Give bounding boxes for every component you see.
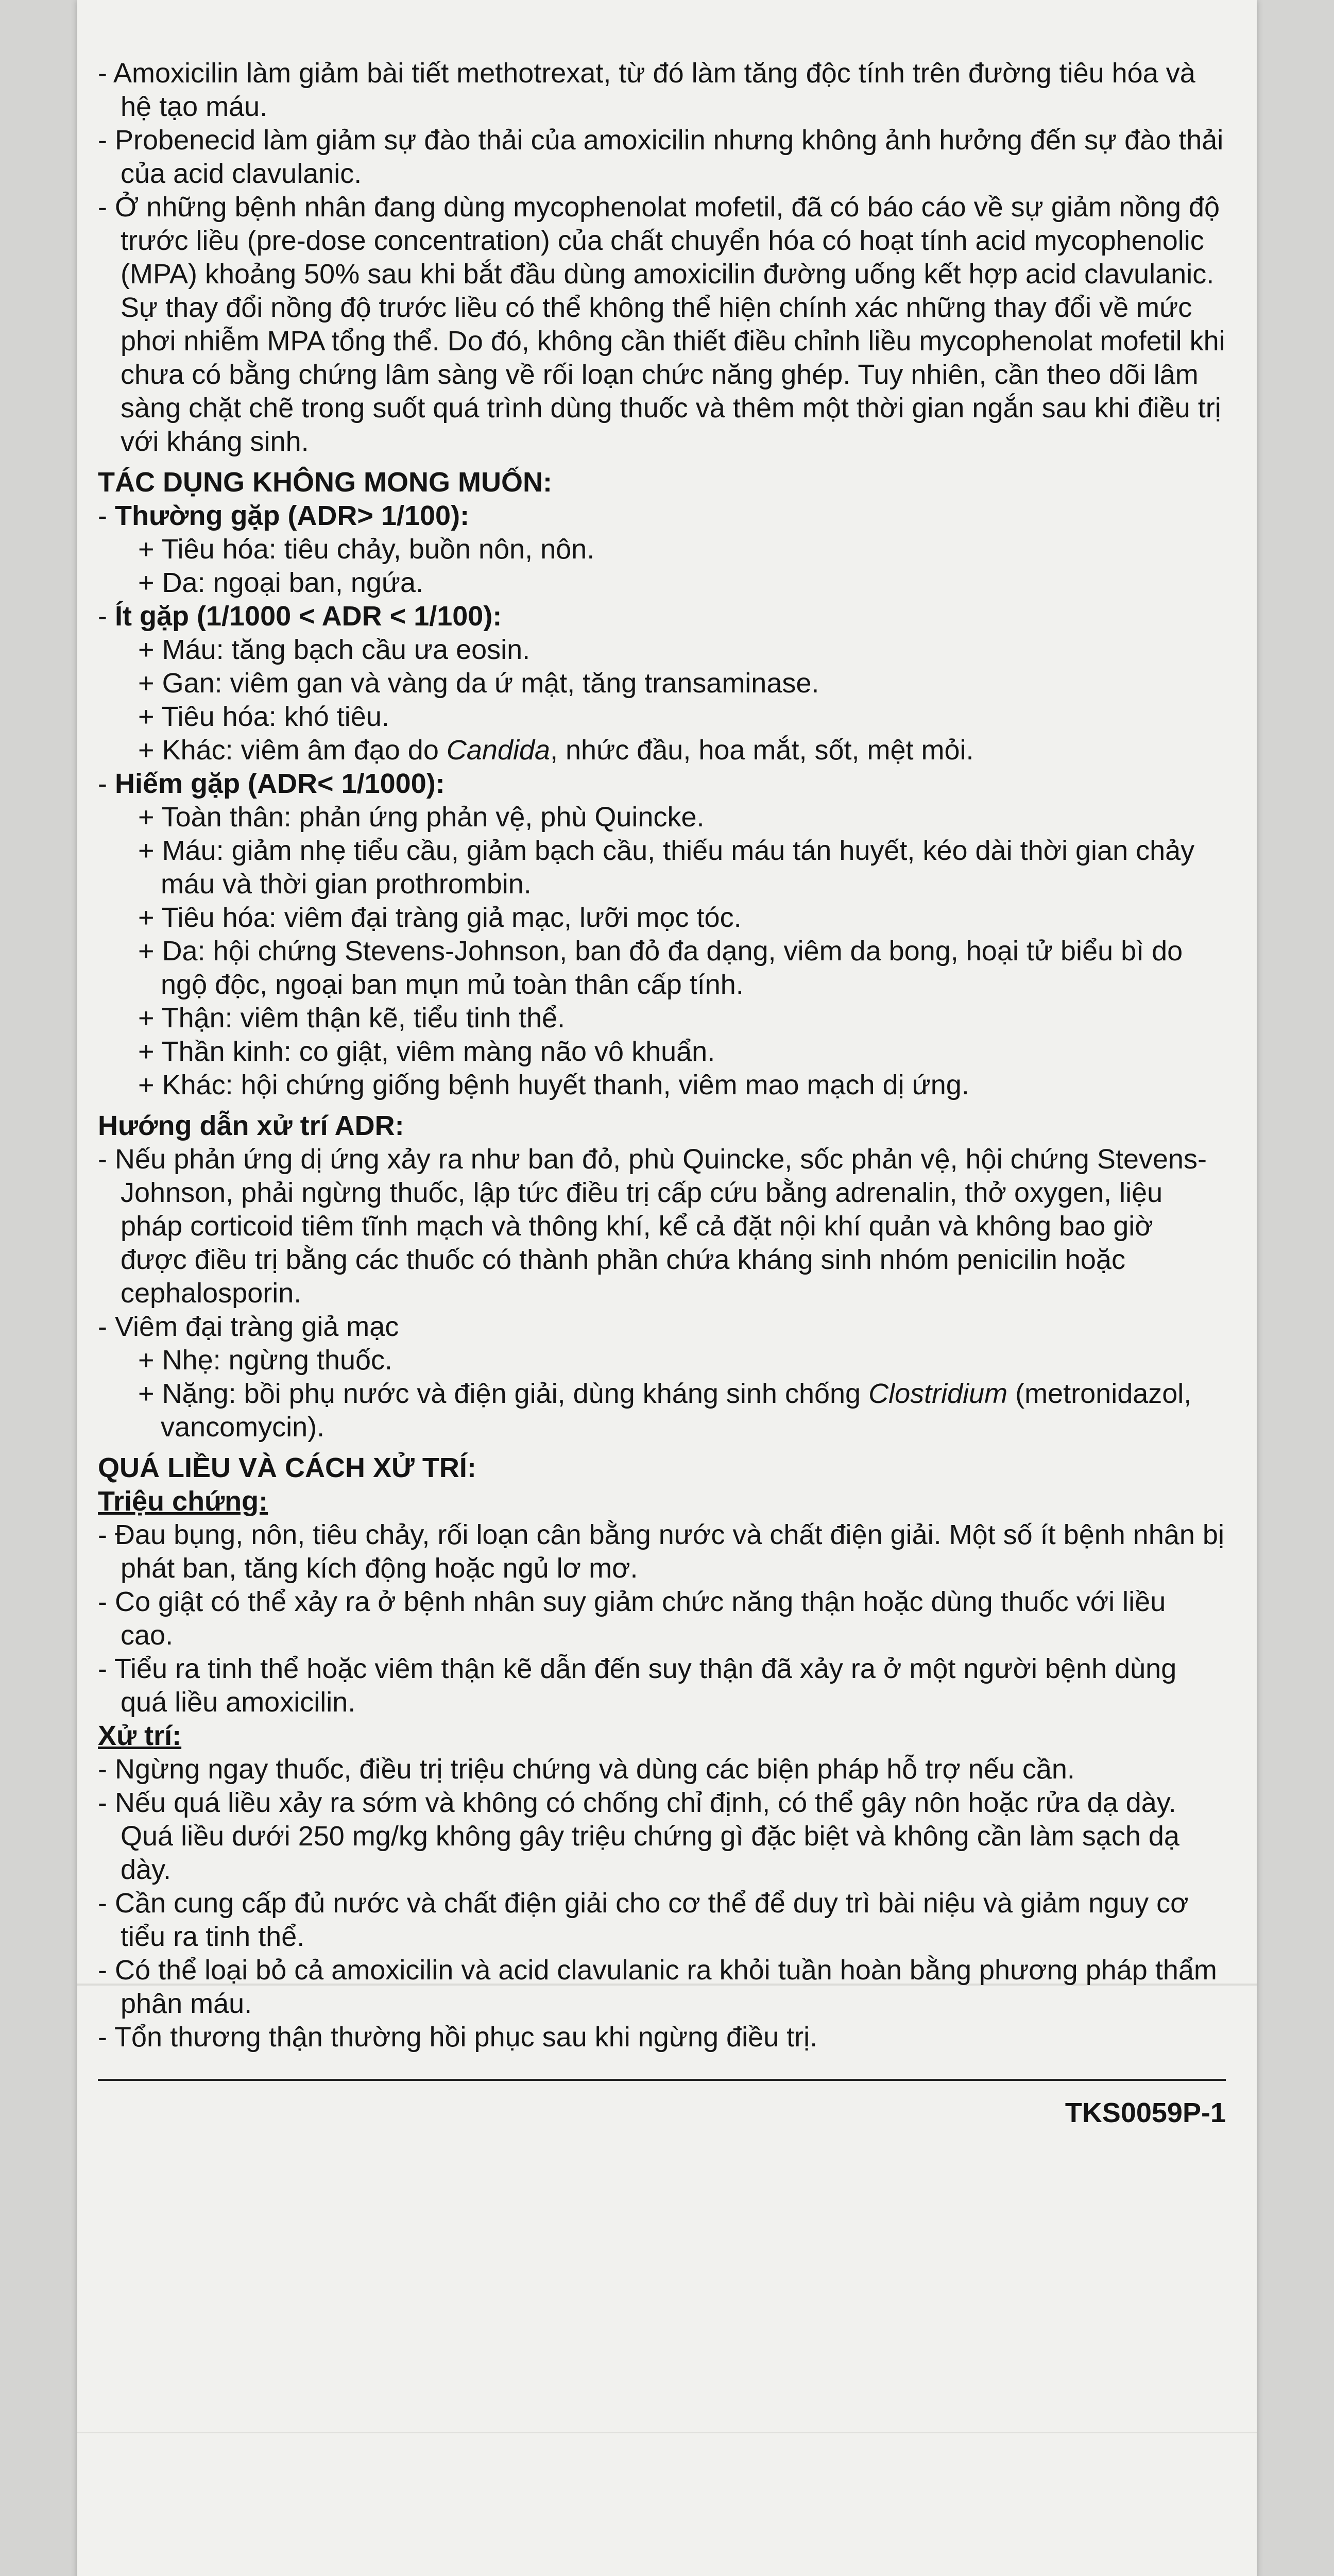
frequency-label (98, 499, 1226, 533)
adverse-section (98, 499, 1226, 1102)
adverse-item (98, 533, 1226, 566)
symptom-item-text: Tiểu ra tinh thể hoặc viêm thận kẽ dẫn đến suy thận đã xảy ra ở một người bệnh dùng quá liều amoxicilin. (114, 1653, 1177, 1718)
plus-bullet: + (138, 567, 155, 598)
symptom-item (98, 1652, 1226, 1719)
adverse-item (98, 667, 1226, 700)
symptoms-heading: Triệu chứng: (98, 1486, 268, 1517)
symptom-item (98, 1518, 1226, 1585)
treatment-heading: Xử trí: (98, 1720, 182, 1751)
adr-guide-severe-tail: (metronidazol, vancomycin). (161, 1378, 1192, 1443)
adverse-item (98, 1035, 1226, 1069)
plus-bullet: + (138, 902, 155, 933)
plus-bullet: + (138, 1036, 155, 1067)
plus-bullet: + (138, 668, 155, 699)
organism-name: Candida (446, 735, 551, 766)
symptom-item (98, 1585, 1226, 1652)
frequency-label-text: Thường gặp (ADR> 1/100): (115, 500, 470, 531)
frequency-label (98, 767, 1226, 801)
plus-bullet: + (138, 534, 155, 565)
adverse-item-text: Máu: tăng bạch cầu ưa eosin. (162, 634, 531, 665)
dash-bullet: - (98, 1144, 107, 1175)
treatment-item-text: Nếu quá liều xảy ra sớm và không có chống chỉ định, có thể gây nôn hoặc rửa dạ dày. Quá liều dưới 250 mg/kg không gây triệu chứng gì đặc biệt và không cần làm sạch dạ dày. (115, 1787, 1179, 1885)
adverse-item-text: Da: hội chứng Stevens-Johnson, ban đỏ đa dạng, viêm da bong, hoại tử biểu bì do ngộ độc, ngoại ban mụn mủ toàn thân cấp tính. (161, 936, 1183, 1000)
plus-bullet: + (138, 802, 155, 833)
frequency-label (98, 600, 1226, 633)
leaflet-page (77, 0, 1257, 2576)
symptom-item-text: Co giật có thể xảy ra ở bệnh nhân suy giảm chức năng thận hoặc dùng thuốc với liều cao. (115, 1586, 1166, 1651)
adverse-item (98, 935, 1226, 1002)
adverse-item-text: Gan: viêm gan và vàng da ứ mật, tăng transaminase. (162, 668, 819, 699)
dash-bullet: - (98, 58, 107, 89)
interaction-item (98, 191, 1226, 459)
dash-bullet: - (98, 1586, 107, 1617)
dash-bullet: - (98, 1311, 107, 1342)
adr-guide-organism: Clostridium (868, 1378, 1008, 1409)
treatment-list (98, 1753, 1226, 2054)
adverse-item-text: Thần kinh: co giật, viêm màng não vô khuẩn. (161, 1036, 715, 1067)
treatment-item (98, 1786, 1226, 1887)
dash-bullet: - (98, 125, 107, 156)
adr-guide-text: Viêm đại tràng giả mạc (115, 1311, 399, 1342)
leaflet-text (98, 57, 1226, 2130)
adr-guide-subitem (98, 1377, 1226, 1444)
treatment-item-text: Có thể loại bỏ cả amoxicilin và acid clavulanic ra khỏi tuần hoàn bằng phương pháp thẩm phân máu. (115, 1955, 1217, 2019)
adverse-item (98, 1002, 1226, 1035)
plus-bullet: + (138, 735, 155, 766)
dash-bullet: - (98, 1955, 107, 1986)
treatment-item-text: Tổn thương thận thường hồi phục sau khi ngừng điều trị. (114, 2022, 818, 2053)
dash-bullet: - (98, 1888, 107, 1919)
divider (98, 2079, 1226, 2081)
adr-guide-text: Nếu phản ứng dị ứng xảy ra như ban đỏ, phù Quincke, sốc phản vệ, hội chứng Stevens-Johnson, phải ngừng thuốc, lập tức điều trị cấp cứu bằng adrenalin, thở oxygen, liệu pháp corticoid tiêm tĩnh mạch và thông khí, kể cả đặt nội khí quản và không bao giờ được điều trị bằng các thuốc có thành phần chứa kháng sinh nhóm penicilin hoặc cephalosporin. (115, 1144, 1207, 1309)
adr-guide-severe: Nặng: bồi phụ nước và điện giải, dùng kháng sinh chống (162, 1378, 869, 1409)
dash-bullet: - (98, 601, 107, 632)
dash-bullet: - (98, 192, 107, 223)
adr-guide-heading: Hướng dẫn xử trí ADR: (98, 1110, 404, 1141)
dash-bullet: - (98, 2022, 107, 2053)
adverse-item (98, 700, 1226, 734)
adverse-item (98, 1069, 1226, 1102)
treatment-item-text: Cần cung cấp đủ nước và chất điện giải cho cơ thể để duy trì bài niệu và giảm nguy cơ tiểu ra tinh thể. (115, 1888, 1189, 1952)
adr-guide-paragraph (98, 1310, 1226, 1344)
adverse-item-text: Toàn thân: phản ứng phản vệ, phù Quincke. (161, 802, 705, 833)
document-code: TKS0059P-1 (1065, 2097, 1226, 2128)
adverse-item-text: Thận: viêm thận kẽ, tiểu tinh thể. (161, 1003, 566, 1033)
dash-bullet: - (98, 1787, 107, 1818)
plus-bullet: + (138, 1378, 155, 1409)
treatment-item (98, 2021, 1226, 2054)
plus-bullet: + (138, 835, 155, 866)
adverse-heading: TÁC DỤNG KHÔNG MONG MUỐN: (98, 467, 552, 498)
interaction-item-text: Ở những bệnh nhân đang dùng mycophenolat mofetil, đã có báo cáo về sự giảm nồng độ trước liều (pre-dose concentration) của chất chuyển hóa có hoạt tính acid mycophenolic (MPA) khoảng 50% sau khi bắt đầu dùng amoxicilin đường uống kết hợp acid clavulanic. Sự thay đổi nồng độ trước liều có thể không thể hiện chính xác những thay đổi về mức phơi nhiễm MPA tổng thể. Do đó, không cần thiết điều chỉnh liều mycophenolat mofetil khi chưa có bằng chứng lâm sàng về rối loạn chức năng ghép. Tuy nhiên, cần theo dõi lâm sàng chặt chẽ trong suốt quá trình dùng thuốc và thêm một thời gian ngắn sau khi điều trị với kháng sinh. (115, 192, 1225, 457)
frequency-label-text: Hiếm gặp (ADR< 1/1000): (115, 768, 445, 799)
dash-bullet: - (98, 1754, 107, 1785)
adverse-item (98, 734, 1226, 767)
adr-guide-subitem (98, 1344, 1226, 1377)
treatment-item (98, 1753, 1226, 1786)
adverse-item-text: Tiêu hóa: khó tiêu. (161, 701, 389, 732)
adverse-item (98, 901, 1226, 935)
symptom-item-text: Đau bụng, nôn, tiêu chảy, rối loạn cân bằng nước và chất điện giải. Một số ít bệnh nhân bị phát ban, tăng kích động hoặc ngủ lơ mơ. (115, 1519, 1224, 1584)
adverse-item-text: Da: ngoại ban, ngứa. (162, 567, 424, 598)
adverse-item (98, 566, 1226, 600)
treatment-item (98, 1887, 1226, 1954)
plus-bullet: + (138, 634, 155, 665)
adverse-item-text: Tiêu hóa: viêm đại tràng giả mạc, lưỡi mọc tóc. (161, 902, 742, 933)
adr-guide-mild: Nhẹ: ngừng thuốc. (162, 1345, 393, 1376)
overdose-heading: QUÁ LIỀU VÀ CÁCH XỬ TRÍ: (98, 1452, 476, 1483)
treatment-item-text: Ngừng ngay thuốc, điều trị triệu chứng và dùng các biện pháp hỗ trợ nếu cần. (115, 1754, 1075, 1785)
plus-bullet: + (138, 1003, 155, 1033)
interaction-item (98, 57, 1226, 124)
adr-guide-paragraph (98, 1143, 1226, 1310)
dash-bullet: - (98, 768, 107, 799)
dash-bullet: - (98, 1653, 107, 1684)
adverse-item (98, 834, 1226, 901)
adverse-item-text: Máu: giảm nhẹ tiểu cầu, giảm bạch cầu, thiếu máu tán huyết, kéo dài thời gian chảy máu và thời gian prothrombin. (161, 835, 1195, 900)
plus-bullet: + (138, 936, 155, 967)
adverse-item-text: Khác: hội chứng giống bệnh huyết thanh, viêm mao mạch dị ứng. (162, 1070, 969, 1100)
adverse-item (98, 801, 1226, 834)
frequency-label-text: Ít gặp (1/1000 < ADR < 1/100): (115, 601, 502, 632)
dash-bullet: - (98, 500, 107, 531)
treatment-item (98, 1954, 1226, 2021)
interaction-item-text: Amoxicilin làm giảm bài tiết methotrexat, từ đó làm tăng độc tính trên đường tiêu hóa và hệ tạo máu. (113, 58, 1195, 122)
fold-crease (77, 2432, 1257, 2433)
symptoms-list (98, 1518, 1226, 1719)
plus-bullet: + (138, 701, 155, 732)
plus-bullet: + (138, 1345, 155, 1376)
interaction-item (98, 124, 1226, 191)
adverse-item-text: Khác: viêm âm đạo do Candida, nhức đầu, hoa mắt, sốt, mệt mỏi. (162, 735, 974, 766)
dash-bullet: - (98, 1519, 107, 1550)
interactions-section (98, 57, 1226, 459)
interaction-item-text: Probenecid làm giảm sự đào thải của amoxicilin nhưng không ảnh hưởng đến sự đào thải của acid clavulanic. (115, 125, 1224, 189)
adverse-item (98, 633, 1226, 667)
plus-bullet: + (138, 1070, 155, 1100)
adverse-item-text: Tiêu hóa: tiêu chảy, buồn nôn, nôn. (161, 534, 595, 565)
